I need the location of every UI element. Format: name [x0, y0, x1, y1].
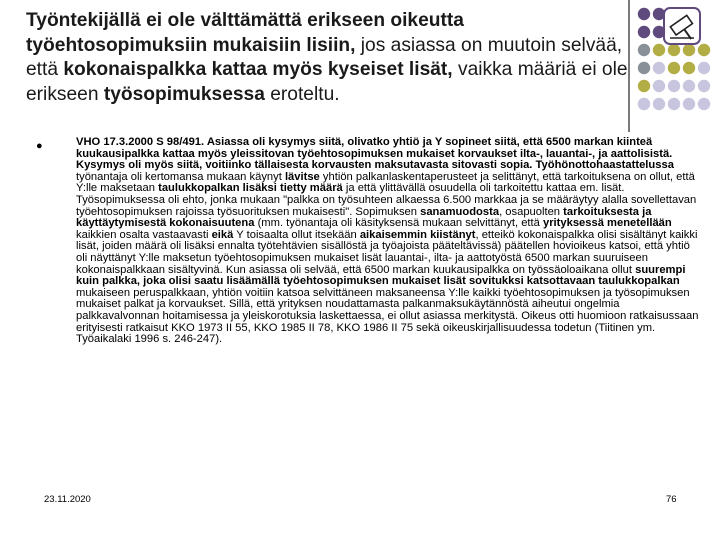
decorative-dot — [683, 44, 695, 56]
body-part: mukaiseen peruspalkkaan, yhtiön voitiin katsoa selvittäneen maksaneensa Y:lle kaikki työehtosopimuksen ja työsopimuksen mukaiset palkat ja korvaukset. Sillä, että yrityksen noudattamasta palkanmaksukäytännöstä aiheutui ongelmia palkkavalvonnan hoitamisessa ja yleiskorotuksia laskettaessa, ei ollut asiassa merkitystä. Oikeus otti huomioon ratkaisussaan erityisesti ratkaisut KKO 1973 II 55, KKO 1985 II 78, KKO 1986 II 75 sekä oikeuskirjallisuudessa todetun (Tiitinen ym. Työaikalaki 1996 s. 246-247). — [76, 286, 699, 346]
decorative-dot — [668, 44, 680, 56]
decorative-dot-grid — [636, 6, 720, 116]
decorative-dot — [638, 80, 650, 92]
body-part: aikaisemmin kiistänyt — [359, 228, 476, 241]
decorative-dot — [683, 80, 695, 92]
decorative-dot — [653, 62, 665, 74]
body-part: yhtiön palkanlaskentaperusteet ja selittänyt, että tarkoituksena on ollut, että Y:lle maksetaan — [76, 170, 695, 195]
decorative-dot — [638, 8, 650, 20]
title-part: jos asiassa on muutoin selvää, että — [26, 34, 623, 80]
decorative-dot — [698, 98, 710, 110]
title-part: työsopimuksessa — [103, 83, 265, 105]
body-part: eikä — [211, 228, 234, 241]
body-part: sanamuodosta — [420, 205, 500, 218]
decorative-dot — [638, 98, 650, 110]
body-part: Y toisaalta ollut itsekään — [233, 228, 360, 241]
decorative-dot — [653, 80, 665, 92]
decorative-dot — [698, 80, 710, 92]
body-part: lävitse — [284, 170, 320, 183]
title-part: vaikka määriä ei ole erikseen — [26, 59, 628, 105]
body-part: työnantaja oli kertomansa mukaan käynyt — [76, 170, 285, 183]
body-part: kaikkien osalta vastaavasti — [76, 228, 212, 241]
body-part: taulukkopalkan lisäksi tietty määrä — [158, 182, 343, 195]
decorative-dot — [683, 62, 695, 74]
gavel-icon — [664, 8, 700, 45]
body-text — [76, 137, 704, 346]
slide-title — [26, 9, 638, 107]
body-part: , osapuolten — [499, 205, 564, 218]
body-part: tarkoituksesta ja käyttäytymisestä kokonaisuutena — [76, 205, 652, 230]
page-number: 76 — [666, 494, 677, 505]
decorative-dot — [698, 44, 710, 56]
title-part: Työntekijällä ei ole välttämättä erikseen oikeutta työehtosopimuksiin mukaisiin lisiin, — [26, 10, 464, 56]
decorative-dot — [668, 98, 680, 110]
decorative-dot — [668, 80, 680, 92]
body-part: , etteikö kokonaispalkka olisi sisältänyt kaikki lisät, joiden määrä oli lisäksi ennalta työtehtävien sisällöstä ja työajoista pääteltävissä) päätellen hovioikeus katsoi, että yhtiö oli näyttänyt Y:lle maksetun työehtosopimuksen mukaiset lisät lauantai-, ilta- ja aattotyöstä 6500 markan suuruiseen kokonaispalkkaan sisältyvinä. Kun asiassa oli selvää, että 6500 markan kuukausipalkka on työssäoloaikana ollut — [76, 228, 698, 276]
body-part: yrityksessä menetellään — [542, 217, 672, 230]
title-divider-line — [628, 0, 630, 132]
footer-date: 23.11.2020 — [44, 494, 91, 505]
body-part: suurempi kuin palkka, joka olisi saatu lisäämällä työehtosopimuksen mukaiset lisät sovitukksi katsottavaan taulukkopalkan — [76, 263, 686, 288]
title-part: kokonaispalkka kattaa myös kyseiset lisät, — [63, 59, 453, 80]
decorative-dot — [638, 44, 650, 56]
body-part: ja että ylittävällä osuudella oli tarkoitettu kattaa em. lisät. Työsopimuksessa oli ehto, jonka mukaan "palkka on työsuhteen alkaessa 6.500 markkaa ja se määräytyy alalla sovellettavan työehtosopimuksen rajoissa työsuorituksen mukaisesti". Sopimuksen — [76, 182, 697, 218]
decorative-dot — [638, 62, 650, 74]
title-part: eroteltu. — [264, 83, 340, 105]
decorative-dot — [638, 26, 650, 38]
body-part: (mm. työnantaja oli käsityksensä mukaan selvittänyt, että — [254, 217, 543, 230]
decorative-dot — [653, 98, 665, 110]
decorative-dot — [698, 62, 710, 74]
body-part: VHO 17.3.2000 S 98/491. Asiassa oli kysymys siitä, olivatko yhtiö ja Y sopineet siitä, että 6500 markan kiinteä kuukausipalkka kattaa myös yleissitovan työehtosopimuksen mukaiset korvaukset ilta-, lauantai-, ja aattolisistä. Kysymys oli myös siitä, voitiinko tällaisesta korvausten maksutavasta sitovasti sopia. Työhönottohaastattelussa — [76, 136, 674, 172]
decorative-dot — [653, 44, 665, 56]
decorative-dot — [683, 98, 695, 110]
decorative-dot — [668, 62, 680, 74]
bullet-dot: ● — [36, 140, 43, 152]
